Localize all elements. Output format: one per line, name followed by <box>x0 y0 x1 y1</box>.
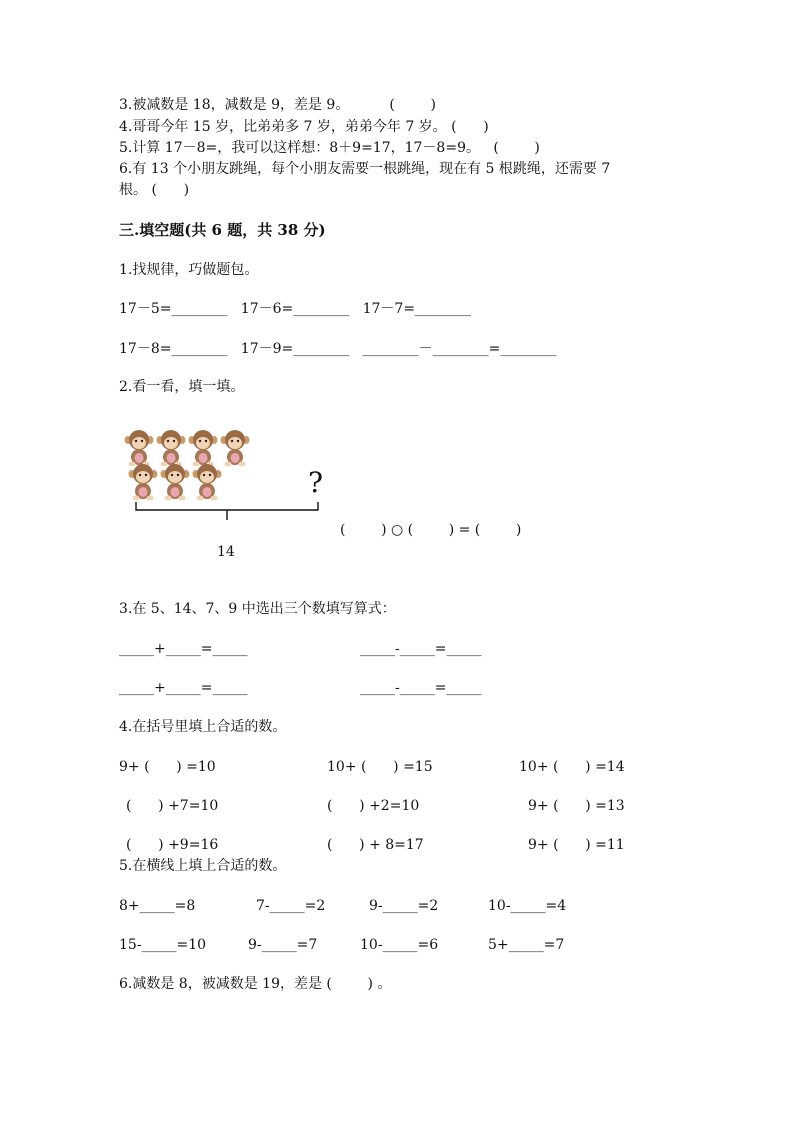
fill-q5-b3: 10-_____=6 <box>360 937 439 953</box>
question-6-line2: 根。 ( ) <box>119 182 190 198</box>
monkey-icon <box>129 464 158 501</box>
fill-q4-r1c1: 9+ ( ) =10 <box>119 759 216 775</box>
question-6-line1: 6.有 13 个小朋友跳绳，每个小朋友需要一根跳绳，现在有 5 根跳绳，还需要 7 <box>119 161 611 177</box>
fill-q2-formula: ( ) ○ ( ) = ( ) <box>340 522 522 538</box>
fill-q1-row1: 17－5=________ 17－6=________ 17－7=________ <box>119 301 472 317</box>
fill-q4-r3c1: ( ) +9=16 <box>126 837 219 853</box>
fill-q3-title: 3.在 5、14、7、9 中选出三个数填写算式： <box>119 601 396 617</box>
fill-q5-b4: 5+_____=7 <box>488 937 565 953</box>
fill-q5-a3: 9-_____=2 <box>369 898 439 914</box>
fill-q5-title: 5.在横线上填上合适的数。 <box>119 858 287 874</box>
monkey-icon <box>157 430 186 467</box>
fill-q4-r2c2: ( ) +2=10 <box>327 798 420 814</box>
question-4: 4.哥哥今年 15 岁，比弟弟多 7 岁，弟弟今年 7 岁。 ( ) <box>119 119 489 135</box>
monkey-illustration <box>122 428 262 504</box>
monkey-icon <box>221 430 250 467</box>
fill-q3-minus-2: _____-_____=_____ <box>360 680 482 696</box>
fill-q4-r3c2: ( ) + 8=17 <box>327 837 424 853</box>
fill-q1-row2: 17－8=________ 17－9=________ ________－________=________ <box>119 341 557 357</box>
fill-q6: 6.减数是 8，被减数是 19，差是 ( ) 。 <box>119 976 392 992</box>
bracket-line <box>133 500 323 522</box>
fill-q4-r2c3: 9+ ( ) =13 <box>528 798 625 814</box>
fill-q4-r3c3: 9+ ( ) =11 <box>528 837 625 853</box>
fill-q4-r1c3: 10+ ( ) =14 <box>519 759 625 775</box>
monkey-icon <box>189 430 218 467</box>
monkey-icon <box>193 464 222 501</box>
fill-q1-title: 1.找规律，巧做题包。 <box>119 262 259 278</box>
fill-q2-title: 2.看一看，填一填。 <box>119 379 245 395</box>
fill-q4-title: 4.在括号里填上合适的数。 <box>119 719 287 735</box>
total-label: 14 <box>217 544 235 560</box>
fill-q3-plus-2: _____+_____=_____ <box>119 680 248 696</box>
fill-q5-b2: 9-_____=7 <box>248 937 318 953</box>
question-3: 3.被减数是 18，减数是 9，差是 9。 ( ) <box>119 97 436 113</box>
question-mark: ? <box>308 466 324 499</box>
fill-q4-r1c2: 10+ ( ) =15 <box>327 759 433 775</box>
fill-q5-a1: 8+_____=8 <box>119 898 196 914</box>
section-heading: 三.填空题(共 6 题，共 38 分) <box>119 221 326 239</box>
monkey-icon <box>161 464 190 501</box>
fill-q5-a4: 10-_____=4 <box>488 898 567 914</box>
question-5: 5.计算 17－8=，我可以这样想：8＋9=17，17－8=9。 ( ) <box>119 140 540 156</box>
fill-q3-plus-1: _____+_____=_____ <box>119 641 248 657</box>
fill-q5-a2: 7-_____=2 <box>256 898 326 914</box>
fill-q4-r2c1: ( ) +7=10 <box>126 798 219 814</box>
fill-q5-b1: 15-_____=10 <box>119 937 207 953</box>
fill-q3-minus-1: _____-_____=_____ <box>360 641 482 657</box>
monkey-icon <box>125 430 154 467</box>
